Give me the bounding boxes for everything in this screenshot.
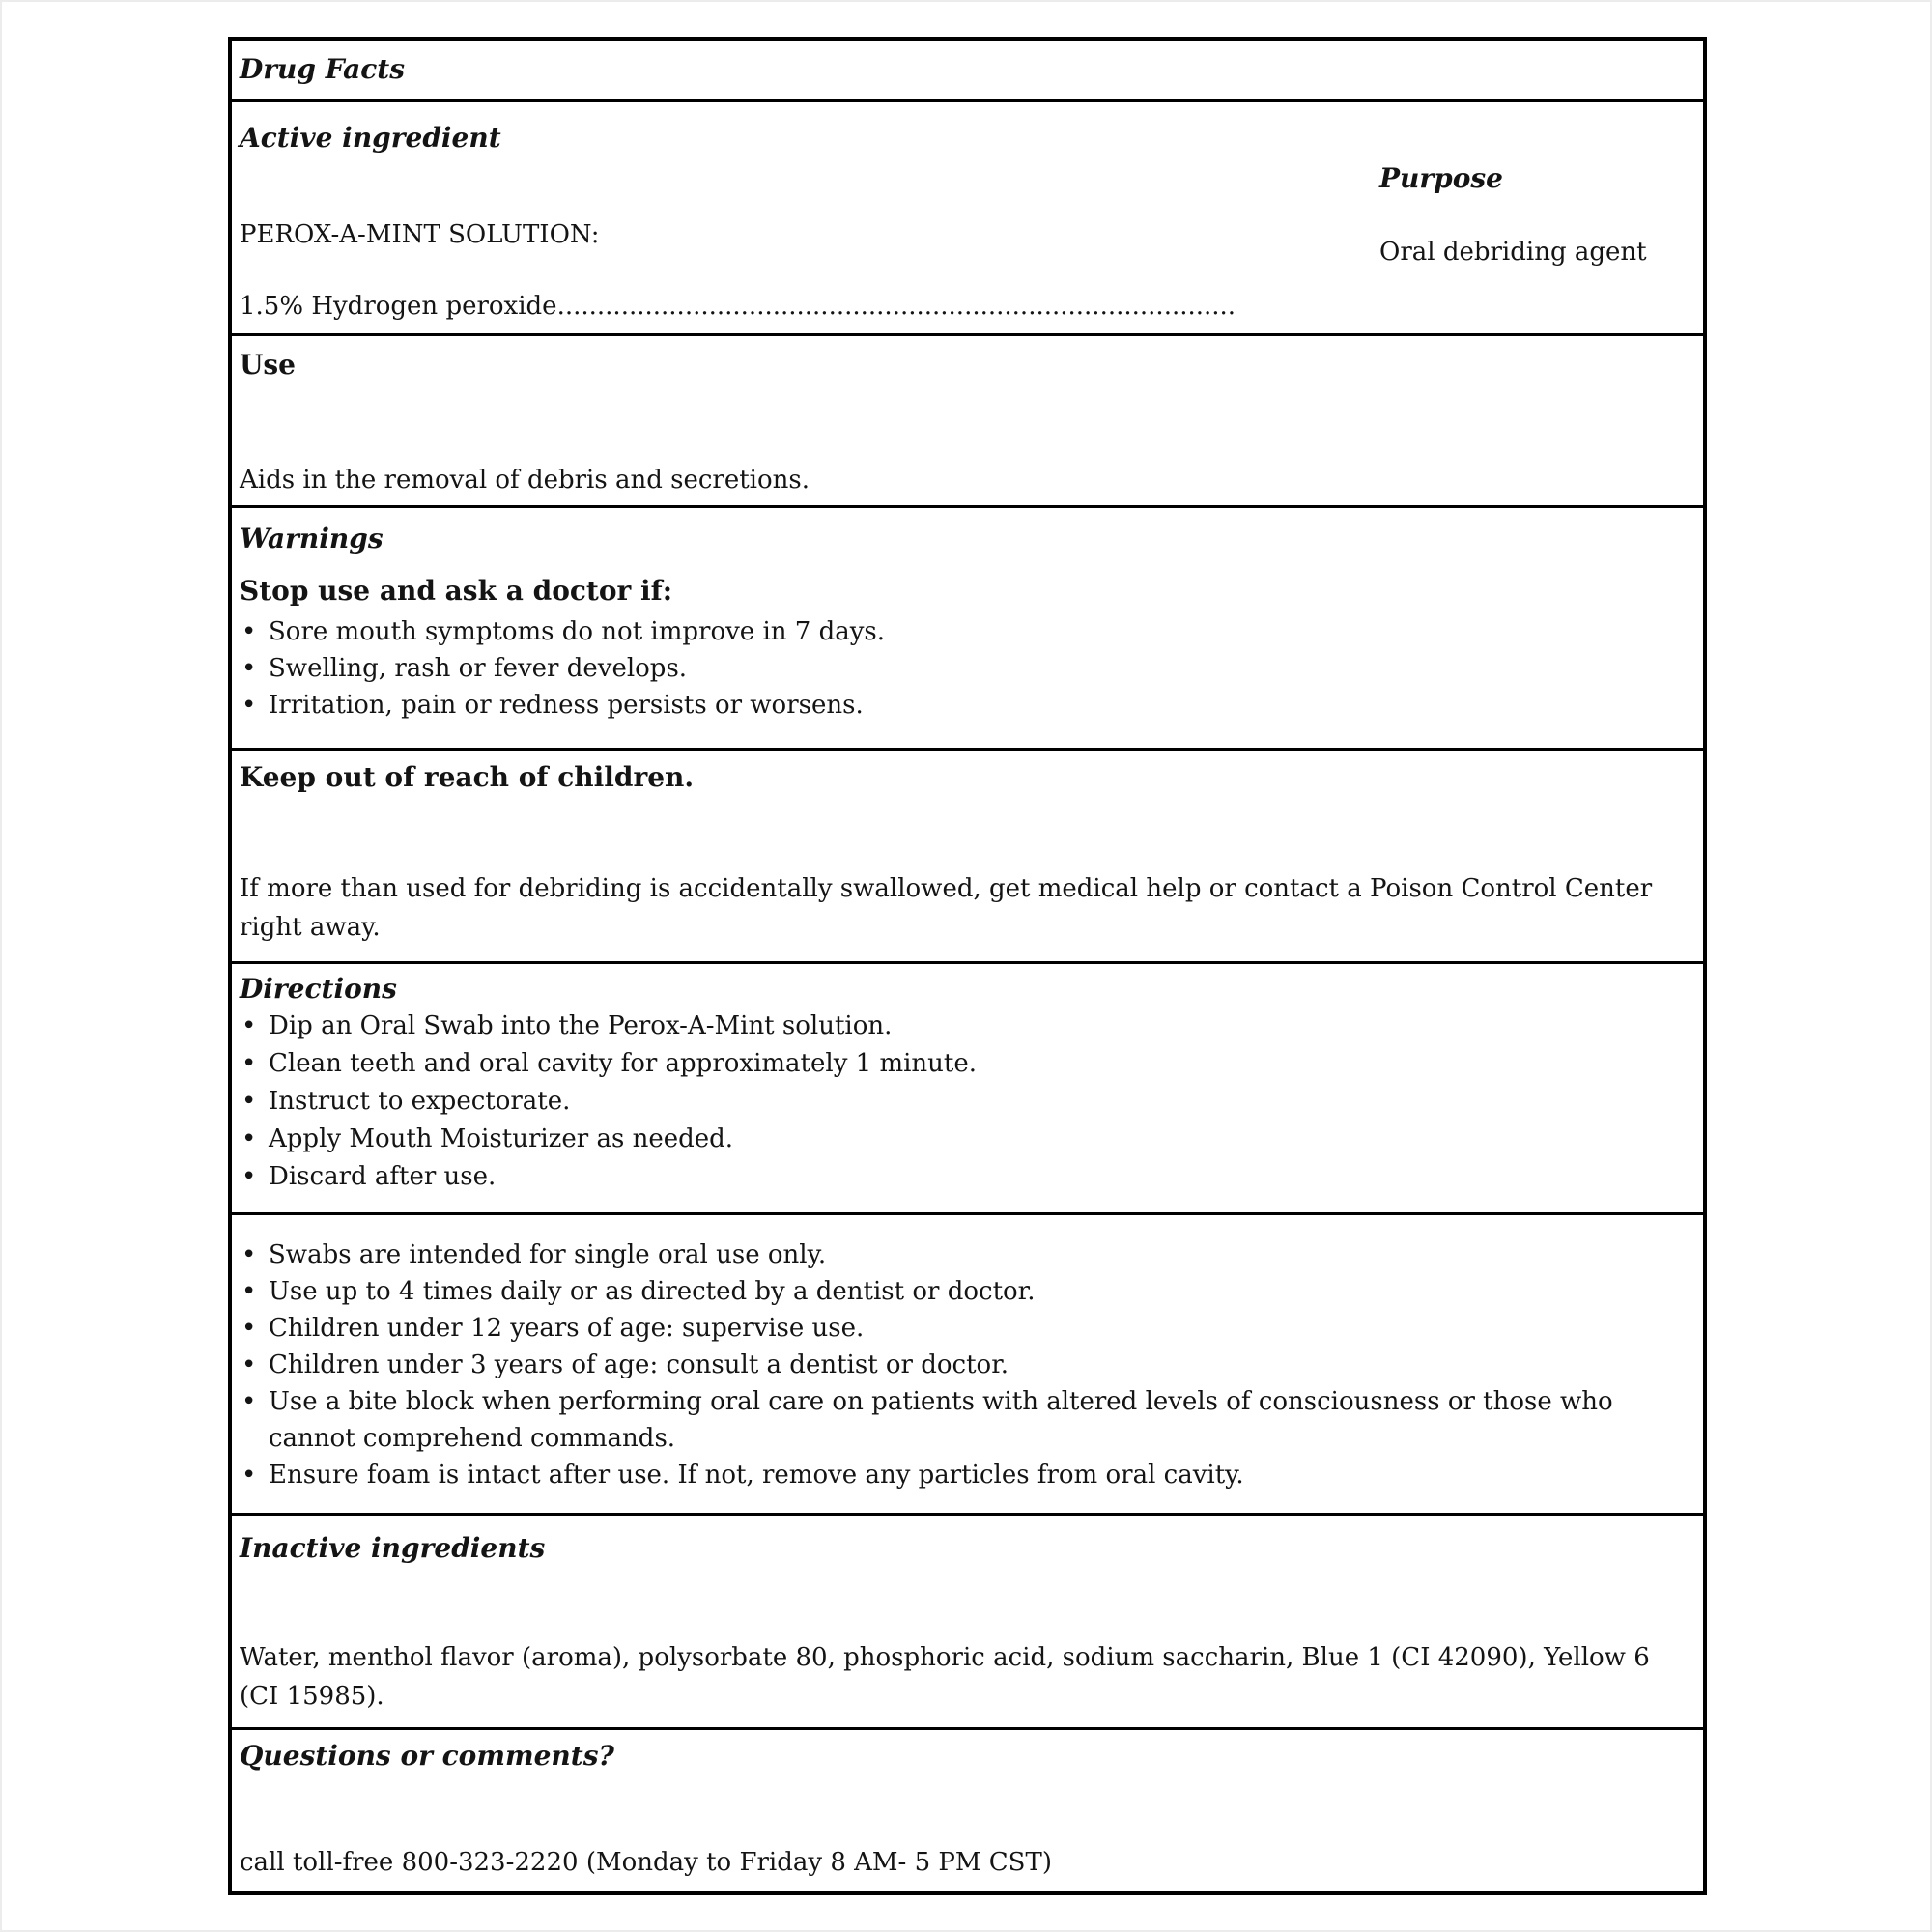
active-ingredient-heading: Active ingredient [240,122,501,154]
list-item: • Children under 12 years of age: supervise use. [240,1310,1695,1347]
use-heading: Use [240,349,296,381]
purpose-column [1379,102,1695,333]
product-name: PEROX-A-MINT SOLUTION: [240,220,600,249]
list-item: • Apply Mouth Moisturizer as needed. [240,1121,1695,1158]
stop-use-heading: Stop use and ask a doctor if: [240,575,673,607]
dot-leader: ..................................................................................... [556,292,1236,321]
ingredient-line [240,288,1379,325]
drug-facts-table [228,37,1707,1895]
section-additional-directions [232,1212,1703,1513]
list-item: • Swelling, rash or fever develops. [240,650,1695,687]
active-ingredient-column [240,102,1379,333]
list-item: • Swabs are intended for single oral use only. [240,1236,1695,1273]
questions-text: call toll-free 800-323-2220 (Monday to Friday 8 AM- 5 PM CST) [240,1848,1052,1877]
questions-heading: Questions or comments? [240,1740,614,1772]
list-item: • Irritation, pain or redness persists or worsens. [240,687,1695,724]
section-use [232,333,1703,505]
list-item: • Use a bite block when performing oral care on patients with altered levels of consciousness or those who cannot comprehend commands. [240,1383,1695,1457]
purpose-value: Oral debriding agent [1379,238,1647,267]
warnings-heading: Warnings [240,523,384,554]
inactive-ingredients-heading: Inactive ingredients [240,1532,546,1564]
ingredient-name: 1.5% Hydrogen peroxide [240,292,557,321]
section-active-ingredient [232,99,1703,333]
use-text: Aids in the removal of debris and secretions. [240,466,810,495]
list-item: • Dip an Oral Swab into the Perox-A-Mint solution. [240,1008,1695,1045]
purpose-heading: Purpose [1379,162,1503,194]
list-item: • Ensure foam is intact after use. If not, remove any particles from oral cavity. [240,1457,1695,1493]
directions-heading: Directions [240,973,397,1005]
drug-facts-title: Drug Facts [240,53,405,85]
list-item: • Clean teeth and oral cavity for approximately 1 minute. [240,1045,1695,1083]
section-keep-out [232,748,1703,961]
directions-bullet-list [240,1008,1695,1196]
section-questions [232,1727,1703,1891]
keep-out-text: If more than used for debriding is accidentally swallowed, get medical help or contact a Poison Control Center right away. [240,874,1653,942]
section-drug-facts-title [232,41,1703,99]
list-item: • Sore mouth symptoms do not improve in 7 days. [240,613,1695,650]
keep-out-heading: Keep out of reach of children. [240,761,695,793]
section-inactive-ingredients [232,1513,1703,1727]
inactive-ingredients-text: Water, menthol flavor (aroma), polysorbate 80, phosphoric acid, sodium saccharin, Blue 1 (CI 42090), Yellow 6 (CI 15985). [240,1643,1650,1711]
section-directions [232,961,1703,1212]
list-item: • Instruct to expectorate. [240,1083,1695,1121]
section-warnings [232,505,1703,748]
list-item: • Use up to 4 times daily or as directed by a dentist or doctor. [240,1273,1695,1310]
list-item: • Discard after use. [240,1158,1695,1196]
list-item: • Children under 3 years of age: consult a dentist or doctor. [240,1347,1695,1383]
additional-directions-bullet-list [240,1236,1695,1493]
warnings-bullet-list [240,613,1695,724]
